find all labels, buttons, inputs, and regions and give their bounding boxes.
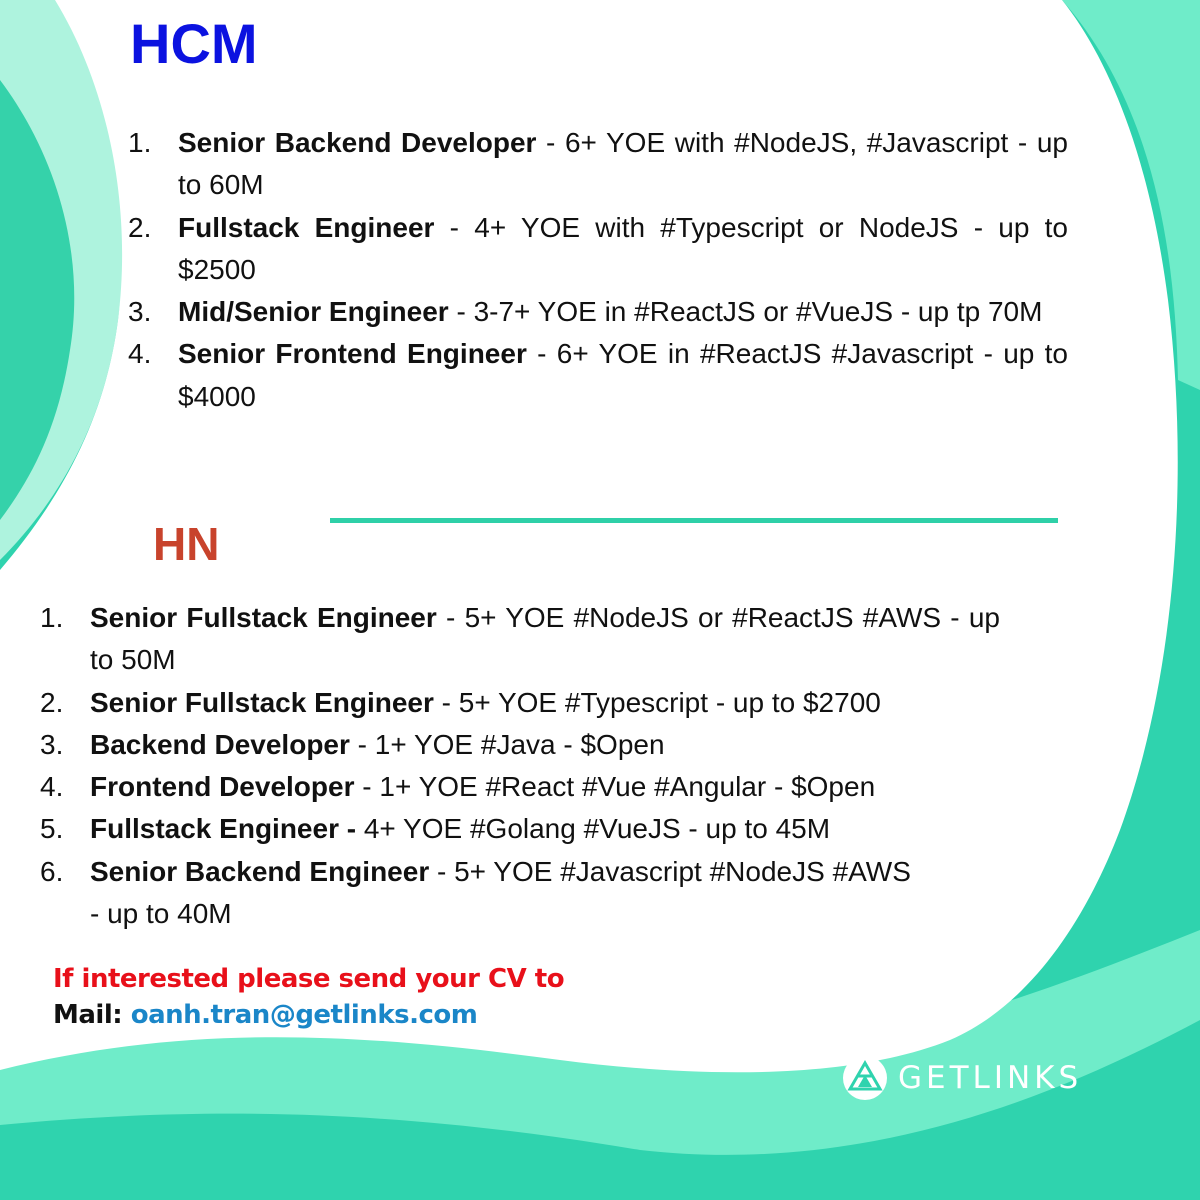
hcm-job-item [128,291,1068,333]
hn-heading: HN [153,518,220,570]
job-details: - 5+ YOE #Typescript - up to $2700 [433,686,881,718]
job-details: - 5+ YOE #NodeJS or #ReactJS #AWS - up to 50M [90,602,1008,676]
job-number: 1. [128,127,152,158]
cta-text: If interested please send your CV to [53,964,565,994]
job-number: 3. [128,296,152,328]
job-details: - 6+ YOE in #ReactJS #Javascript - up to $4000 [178,338,1076,412]
job-title: Senior Backend Developer [178,127,537,158]
job-details: - 6+ YOE with #NodeJS, #Javascript - up to 60M [178,127,1076,201]
hcm-heading: HCM [130,12,258,75]
job-details: - 1+ YOE #Java - $Open [349,728,665,760]
hn-job-item [40,724,1000,766]
hcm-job-item [128,122,1076,207]
hn-job-item [40,808,1000,850]
brand-name: GETLINKS [898,1060,1083,1096]
job-number: 2. [128,211,152,243]
job-number: 5. [40,813,64,845]
job-number: 2. [40,686,64,718]
contact-block [53,961,564,1033]
job-details: 4+ YOE #Golang #VueJS - up to 45M [356,813,831,845]
job-number: 6. [40,855,64,887]
job-title: Senior Fullstack Engineer [90,602,437,633]
job-number: 1. [40,602,64,633]
hn-job-list [40,597,1008,935]
hcm-job-list [128,122,1076,418]
job-title: Backend Developer [90,728,350,760]
job-number: 4. [40,771,64,803]
job-title: Senior Fullstack Engineer [90,686,434,718]
brand-logo [842,1055,1082,1101]
hn-job-item [40,682,1000,724]
job-details: - 1+ YOE #React #Vue #Angular - $Open [354,771,876,803]
job-details: - 5+ YOE #Javascript #NodeJS #AWS - up to 40M [90,855,911,930]
job-title: Mid/Senior Engineer [178,296,449,328]
section-divider [330,518,1058,523]
job-title: Senior Backend Engineer [90,855,430,887]
job-title: Fullstack Engineer [178,211,435,243]
job-details: - 3-7+ YOE in #ReactJS or #VueJS - up tp 70M [448,296,1043,328]
mail-label: Mail: [53,1000,123,1030]
hn-job-item [40,597,1008,682]
mail-line [53,997,564,1033]
email-link[interactable]: oanh.tran@getlinks.com [130,1000,478,1030]
job-details: - 4+ YOE with #Typescript or NodeJS - up to $2500 [178,211,1076,285]
getlinks-logo-icon [842,1055,888,1101]
job-title: Frontend Developer [90,771,355,803]
job-number: 4. [128,338,152,370]
job-title: Fullstack Engineer - [90,813,357,845]
hcm-job-item [128,207,1076,292]
hn-job-item [40,851,1000,936]
hcm-job-item [128,333,1076,418]
hn-job-item [40,766,1000,808]
job-title: Senior Frontend Engineer [178,338,527,370]
job-number: 3. [40,728,64,760]
